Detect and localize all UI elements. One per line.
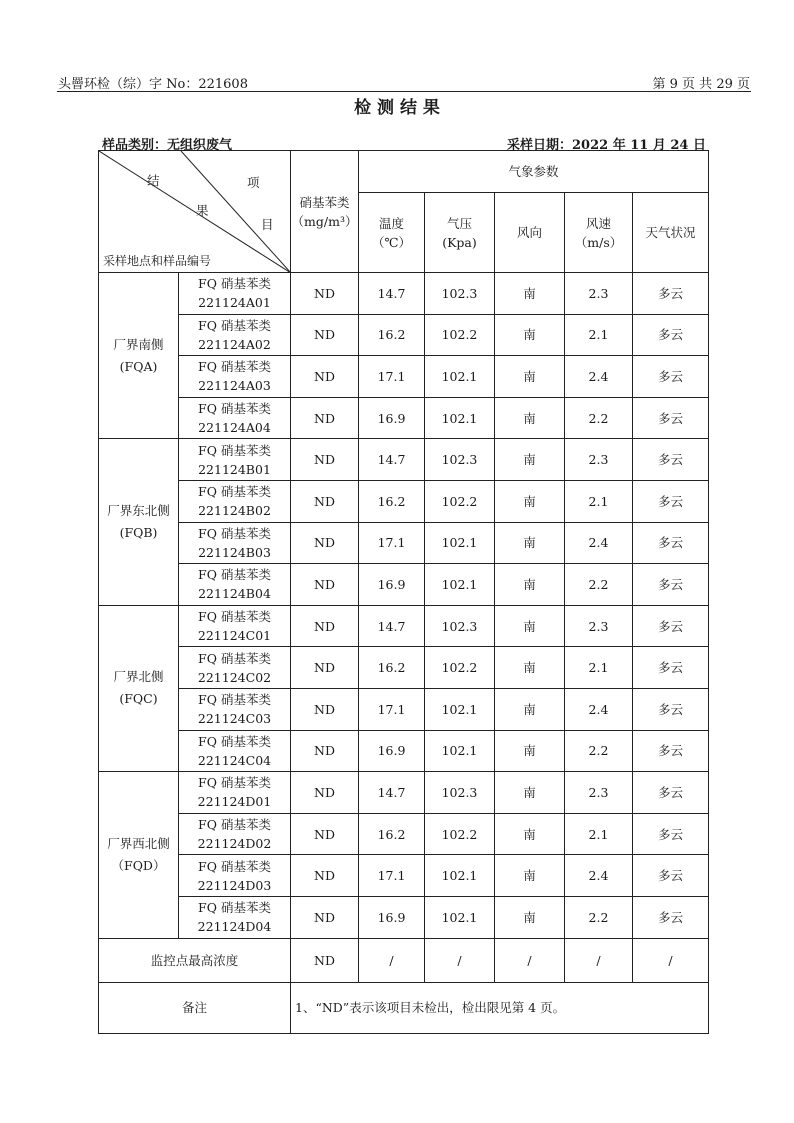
concentration-cell: ND bbox=[291, 522, 359, 564]
concentration-cell: ND bbox=[291, 356, 359, 398]
wind-direction-cell: 南 bbox=[495, 564, 565, 606]
temperature-cell: 16.9 bbox=[359, 564, 425, 606]
report-number: 头罾环检（综）字 No：221608 bbox=[58, 77, 248, 92]
sample-code: 221124C02 bbox=[197, 669, 272, 685]
concentration-cell: ND bbox=[291, 813, 359, 855]
temperature-cell: 14.7 bbox=[359, 439, 425, 481]
table-row bbox=[99, 439, 709, 481]
sample-code: 221124A02 bbox=[198, 336, 271, 352]
sample-id-cell bbox=[179, 813, 291, 855]
max-pressure-cell: / bbox=[425, 938, 495, 982]
wind-speed-cell: 2.3 bbox=[565, 439, 633, 481]
pressure-cell: 102.2 bbox=[425, 314, 495, 356]
weather-cell: 多云 bbox=[633, 896, 709, 938]
diagonal-header-cell bbox=[99, 151, 291, 273]
sample-id-cell bbox=[179, 397, 291, 439]
temperature-cell: 17.1 bbox=[359, 855, 425, 897]
max-concentration-cell: ND bbox=[291, 938, 359, 982]
sampling-location bbox=[99, 273, 179, 439]
pressure-cell: 102.2 bbox=[425, 813, 495, 855]
diag-label-jie: 结 bbox=[147, 173, 160, 188]
wind-speed-cell: 2.4 bbox=[565, 688, 633, 730]
sample-name: FQ 硝基苯类 bbox=[198, 276, 271, 292]
max-weather-cell: / bbox=[633, 938, 709, 982]
table-row bbox=[99, 855, 709, 897]
sample-id-cell bbox=[179, 564, 291, 606]
wind-speed-header bbox=[565, 193, 633, 273]
pressure-cell: 102.1 bbox=[425, 896, 495, 938]
table-row bbox=[99, 564, 709, 606]
pressure-cell: 102.3 bbox=[425, 605, 495, 647]
sample-name: FQ 硝基苯类 bbox=[198, 900, 271, 916]
weather-cell: 多云 bbox=[633, 564, 709, 606]
temperature-cell: 16.2 bbox=[359, 647, 425, 689]
sample-code: 221124D01 bbox=[197, 794, 272, 810]
pressure-cell: 102.2 bbox=[425, 480, 495, 522]
sample-category-label: 样品类别： bbox=[102, 138, 168, 153]
weather-cell: 多云 bbox=[633, 397, 709, 439]
weather-cell: 多云 bbox=[633, 314, 709, 356]
max-wind-direction-cell: / bbox=[495, 938, 565, 982]
wind-direction-cell: 南 bbox=[495, 813, 565, 855]
sample-name: FQ 硝基苯类 bbox=[198, 442, 271, 458]
concentration-cell: ND bbox=[291, 688, 359, 730]
sample-id-cell bbox=[179, 273, 291, 315]
sample-name: FQ 硝基苯类 bbox=[198, 567, 271, 583]
wind-speed-cell: 2.1 bbox=[565, 647, 633, 689]
temperature-cell: 14.7 bbox=[359, 772, 425, 814]
pressure-cell: 102.3 bbox=[425, 273, 495, 315]
wind-direction-cell: 南 bbox=[495, 273, 565, 315]
weather-cell: 多云 bbox=[633, 647, 709, 689]
wind-speed-cell: 2.4 bbox=[565, 522, 633, 564]
wind-dir-header: 风向 bbox=[495, 193, 565, 273]
table-row bbox=[99, 273, 709, 315]
temperature-cell: 17.1 bbox=[359, 356, 425, 398]
sample-code: 221124A03 bbox=[198, 378, 271, 394]
table-row bbox=[99, 813, 709, 855]
concentration-cell: ND bbox=[291, 314, 359, 356]
pressure-cell: 102.1 bbox=[425, 855, 495, 897]
remark-row bbox=[99, 982, 709, 1033]
wind-direction-cell: 南 bbox=[495, 356, 565, 398]
temp-header-name: 温度 bbox=[378, 215, 404, 231]
pressure-cell: 102.1 bbox=[425, 522, 495, 564]
wind-direction-cell: 南 bbox=[495, 480, 565, 522]
sample-id-cell bbox=[179, 439, 291, 481]
max-concentration-label: 监控点最高浓度 bbox=[99, 938, 291, 982]
wind-speed-cell: 2.1 bbox=[565, 314, 633, 356]
sample-code: 221124C04 bbox=[197, 752, 272, 768]
table-row bbox=[99, 522, 709, 564]
table-row bbox=[99, 397, 709, 439]
pressure-header-name: 气压 bbox=[446, 215, 472, 231]
wind-direction-cell: 南 bbox=[495, 397, 565, 439]
wind-speed-cell: 2.3 bbox=[565, 772, 633, 814]
header-rule bbox=[57, 91, 751, 92]
temperature-cell: 14.7 bbox=[359, 273, 425, 315]
temp-header bbox=[359, 193, 425, 273]
wind-speed-cell: 2.1 bbox=[565, 480, 633, 522]
page-title: 检 测 结 果 bbox=[354, 98, 440, 118]
location-code: (FQB) bbox=[119, 525, 158, 541]
max-temperature-cell: / bbox=[359, 938, 425, 982]
sample-code: 221124B03 bbox=[198, 544, 271, 560]
pressure-header bbox=[425, 193, 495, 273]
pressure-cell: 102.3 bbox=[425, 772, 495, 814]
wind-direction-cell: 南 bbox=[495, 688, 565, 730]
remark-label: 备注 bbox=[99, 982, 291, 1033]
sampling-date-label: 采样日期： bbox=[506, 138, 572, 153]
sample-code: 221124C01 bbox=[197, 628, 272, 644]
results-table bbox=[98, 150, 709, 1034]
concentration-cell: ND bbox=[291, 896, 359, 938]
sample-name: FQ 硝基苯类 bbox=[198, 484, 271, 500]
wind-direction-cell: 南 bbox=[495, 855, 565, 897]
wind-direction-cell: 南 bbox=[495, 439, 565, 481]
table-row bbox=[99, 356, 709, 398]
sample-name: FQ 硝基苯类 bbox=[198, 817, 271, 833]
concentration-cell: ND bbox=[291, 564, 359, 606]
sample-name: FQ 硝基苯类 bbox=[198, 858, 271, 874]
sample-id-cell bbox=[179, 314, 291, 356]
concentration-cell: ND bbox=[291, 273, 359, 315]
temperature-cell: 16.2 bbox=[359, 480, 425, 522]
wind-direction-cell: 南 bbox=[495, 772, 565, 814]
temperature-cell: 17.1 bbox=[359, 688, 425, 730]
sample-name: FQ 硝基苯类 bbox=[198, 609, 271, 625]
concentration-cell: ND bbox=[291, 480, 359, 522]
table-row bbox=[99, 772, 709, 814]
wind-direction-cell: 南 bbox=[495, 647, 565, 689]
weather-cell: 多云 bbox=[633, 605, 709, 647]
pollutant-header bbox=[291, 151, 359, 273]
pressure-cell: 102.1 bbox=[425, 688, 495, 730]
location-code: (FQC) bbox=[119, 691, 158, 707]
pressure-cell: 102.1 bbox=[425, 397, 495, 439]
sample-code: 221124A04 bbox=[198, 420, 271, 436]
temperature-cell: 17.1 bbox=[359, 522, 425, 564]
sample-id-cell bbox=[179, 730, 291, 772]
sample-id-cell bbox=[179, 688, 291, 730]
location-name: 厂界西北侧 bbox=[107, 835, 170, 851]
weather-cell: 多云 bbox=[633, 813, 709, 855]
temp-header-unit: （℃） bbox=[372, 234, 411, 250]
sample-code: 221124D02 bbox=[197, 836, 272, 852]
wind-speed-cell: 2.2 bbox=[565, 896, 633, 938]
pressure-cell: 102.1 bbox=[425, 564, 495, 606]
wind-speed-header-unit: （m/s） bbox=[574, 234, 623, 250]
pressure-cell: 102.1 bbox=[425, 356, 495, 398]
sample-name: FQ 硝基苯类 bbox=[198, 650, 271, 666]
sample-id-cell bbox=[179, 356, 291, 398]
concentration-cell: ND bbox=[291, 439, 359, 481]
temperature-cell: 16.2 bbox=[359, 314, 425, 356]
temperature-cell: 16.9 bbox=[359, 397, 425, 439]
concentration-cell: ND bbox=[291, 397, 359, 439]
pressure-cell: 102.2 bbox=[425, 647, 495, 689]
pollutant-header-name: 硝基苯类 bbox=[299, 194, 350, 210]
wind-speed-cell: 2.4 bbox=[565, 356, 633, 398]
sample-id-cell bbox=[179, 896, 291, 938]
sample-name: FQ 硝基苯类 bbox=[198, 525, 271, 541]
sample-id-cell bbox=[179, 647, 291, 689]
wind-direction-cell: 南 bbox=[495, 730, 565, 772]
diag-label-mu: 目 bbox=[261, 217, 274, 232]
temperature-cell: 16.9 bbox=[359, 896, 425, 938]
table-row bbox=[99, 314, 709, 356]
max-wind-speed-cell: / bbox=[565, 938, 633, 982]
sample-code: 221124D03 bbox=[197, 877, 272, 893]
sampling-location bbox=[99, 605, 179, 771]
weather-group-header: 气象参数 bbox=[359, 151, 709, 193]
temperature-cell: 16.2 bbox=[359, 813, 425, 855]
wind-speed-cell: 2.2 bbox=[565, 564, 633, 606]
sample-name: FQ 硝基苯类 bbox=[198, 401, 271, 417]
pressure-cell: 102.1 bbox=[425, 730, 495, 772]
concentration-cell: ND bbox=[291, 647, 359, 689]
diag-label-site: 采样地点和样品编号 bbox=[103, 254, 212, 268]
sampling-location bbox=[99, 772, 179, 938]
wind-direction-cell: 南 bbox=[495, 522, 565, 564]
sample-name: FQ 硝基苯类 bbox=[198, 317, 271, 333]
sample-id-cell bbox=[179, 855, 291, 897]
table-row bbox=[99, 605, 709, 647]
remark-text: 1、“ND”表示该项目未检出，检出限见第 4 页。 bbox=[291, 982, 709, 1033]
temperature-cell: 16.9 bbox=[359, 730, 425, 772]
wind-direction-cell: 南 bbox=[495, 605, 565, 647]
wind-speed-cell: 2.4 bbox=[565, 855, 633, 897]
location-name: 厂界东北侧 bbox=[107, 503, 170, 519]
location-name: 厂界北侧 bbox=[113, 669, 164, 685]
diag-label-xiang: 项 bbox=[247, 175, 260, 190]
sample-name: FQ 硝基苯类 bbox=[198, 775, 271, 791]
concentration-cell: ND bbox=[291, 855, 359, 897]
table-row bbox=[99, 896, 709, 938]
sample-code: 221124B01 bbox=[198, 461, 271, 477]
weather-header: 天气状况 bbox=[633, 193, 709, 273]
wind-speed-cell: 2.2 bbox=[565, 730, 633, 772]
page-info: 第 9 页 共 29 页 bbox=[652, 77, 750, 92]
sampling-location bbox=[99, 439, 179, 605]
sample-code: 221124B04 bbox=[198, 586, 271, 602]
wind-speed-cell: 2.2 bbox=[565, 397, 633, 439]
sampling-date-value: 2022 年 11 月 24 日 bbox=[572, 138, 706, 153]
sample-id-cell bbox=[179, 522, 291, 564]
sample-code: 221124A01 bbox=[198, 295, 271, 311]
table-row bbox=[99, 480, 709, 522]
concentration-cell: ND bbox=[291, 730, 359, 772]
sample-id-cell bbox=[179, 480, 291, 522]
sample-name: FQ 硝基苯类 bbox=[198, 692, 271, 708]
weather-cell: 多云 bbox=[633, 688, 709, 730]
concentration-cell: ND bbox=[291, 772, 359, 814]
wind-speed-cell: 2.3 bbox=[565, 605, 633, 647]
temperature-cell: 14.7 bbox=[359, 605, 425, 647]
sample-code: 221124B02 bbox=[198, 503, 271, 519]
wind-speed-header-name: 风速 bbox=[585, 215, 611, 231]
concentration-cell: ND bbox=[291, 605, 359, 647]
sample-id-cell bbox=[179, 605, 291, 647]
location-code: （FQD） bbox=[111, 857, 166, 873]
max-concentration-row bbox=[99, 938, 709, 982]
sample-code: 221124C03 bbox=[197, 711, 272, 727]
pollutant-header-unit: （mg/m³） bbox=[291, 213, 358, 229]
sample-name: FQ 硝基苯类 bbox=[198, 733, 271, 749]
weather-cell: 多云 bbox=[633, 522, 709, 564]
sample-category-value: 无组织废气 bbox=[167, 138, 233, 153]
sample-name: FQ 硝基苯类 bbox=[198, 359, 271, 375]
weather-cell: 多云 bbox=[633, 439, 709, 481]
weather-cell: 多云 bbox=[633, 356, 709, 398]
wind-direction-cell: 南 bbox=[495, 896, 565, 938]
table-row bbox=[99, 647, 709, 689]
weather-cell: 多云 bbox=[633, 855, 709, 897]
weather-cell: 多云 bbox=[633, 772, 709, 814]
wind-speed-cell: 2.3 bbox=[565, 273, 633, 315]
pressure-cell: 102.3 bbox=[425, 439, 495, 481]
location-code: (FQA) bbox=[119, 358, 158, 374]
sample-id-cell bbox=[179, 772, 291, 814]
table-row bbox=[99, 688, 709, 730]
location-name: 厂界南侧 bbox=[113, 336, 164, 352]
weather-cell: 多云 bbox=[633, 730, 709, 772]
wind-speed-cell: 2.1 bbox=[565, 813, 633, 855]
weather-cell: 多云 bbox=[633, 273, 709, 315]
wind-direction-cell: 南 bbox=[495, 314, 565, 356]
table-row bbox=[99, 730, 709, 772]
sample-code: 221124D04 bbox=[197, 919, 272, 935]
pressure-header-unit: (Kpa) bbox=[442, 234, 477, 250]
weather-cell: 多云 bbox=[633, 480, 709, 522]
diag-label-guo: 果 bbox=[196, 203, 209, 218]
